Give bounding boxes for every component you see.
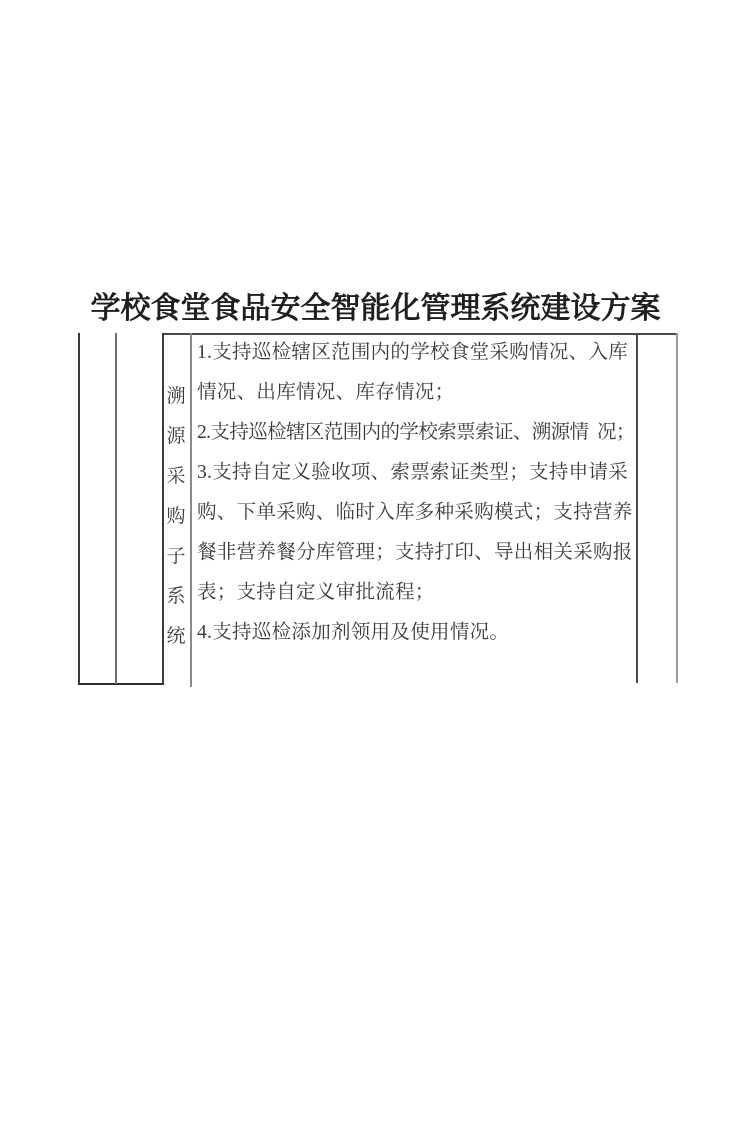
content-line: 2.支持巡检辖区范围内的学校索票索证、溯源情 况； <box>197 422 635 443</box>
content-line: 餐非营养餐分库管理；支持打印、导出相关采购报 <box>197 542 633 563</box>
row-label-traceability-procurement-subsystem: 溯源采购子系统 <box>166 386 186 647</box>
table-left-outer-border <box>78 333 80 684</box>
left-columns-bottom-border <box>78 683 164 685</box>
content-line: 表；支持自定义审批流程； <box>197 582 435 603</box>
content-line: 情况、出库情况、库存情况； <box>197 382 455 403</box>
content-line: 1.支持巡检辖区范围内的学校食堂采购情况、入库 <box>197 342 629 363</box>
content-line: 3.支持自定义验收项、索票索证类型；支持申请采 <box>197 462 629 483</box>
content-line: 4.支持巡检添加剂领用及使用情况。 <box>197 622 510 643</box>
table-right-outer-border <box>676 333 678 683</box>
document-title: 学校食堂食品安全智能化管理系统建设方案 <box>90 292 661 325</box>
row-content-cell <box>192 333 641 653</box>
content-line: 购、下单采购、临时入库多种采购模式；支持营养 <box>197 502 633 523</box>
left-columns-divider <box>115 333 117 684</box>
